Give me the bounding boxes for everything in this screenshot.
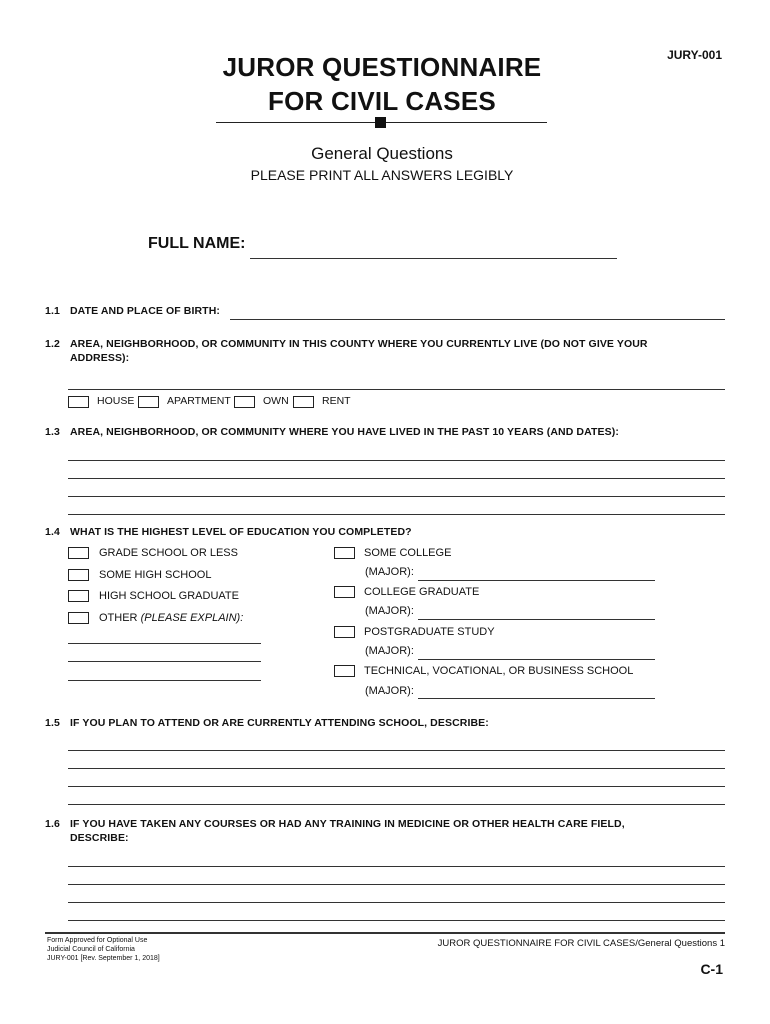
footer-revision: JURY-001 [Rev. September 1, 2018]	[47, 955, 160, 962]
own-label: OWN	[263, 395, 289, 407]
other-answer-line[interactable]	[68, 643, 261, 644]
q1-1-text: DATE AND PLACE OF BIRTH:	[70, 305, 220, 317]
some-college-major-field[interactable]	[418, 580, 655, 581]
footer-page-title: JUROR QUESTIONNAIRE FOR CIVIL CASES/General Questions 1	[437, 938, 725, 949]
footer-approved: Form Approved for Optional Use	[47, 937, 148, 944]
title-line-2: FOR CIVIL CASES	[268, 86, 496, 116]
divider-square-icon	[375, 117, 386, 128]
other-answer-line[interactable]	[68, 680, 261, 681]
q1-3-answer-line[interactable]	[68, 478, 725, 479]
other-checkbox[interactable]	[68, 612, 89, 624]
q1-5-answer-line[interactable]	[68, 786, 725, 787]
area-field[interactable]	[68, 389, 725, 390]
q1-6-text-line1: IF YOU HAVE TAKEN ANY COURSES OR HAD ANY TRAINING IN MEDICINE OR OTHER HEALTH CARE FIELD,	[70, 818, 625, 830]
technical-checkbox[interactable]	[334, 665, 355, 677]
rent-label: RENT	[322, 395, 351, 407]
other-label: OTHER	[99, 612, 138, 624]
other-answer-line[interactable]	[68, 661, 261, 662]
q1-5-number: 1.5	[45, 717, 60, 729]
technical-major-field[interactable]	[418, 698, 655, 699]
apartment-label: APARTMENT	[167, 395, 231, 407]
college-graduate-checkbox[interactable]	[334, 586, 355, 598]
some-college-label: SOME COLLEGE	[364, 547, 452, 559]
instruction: PLEASE PRINT ALL ANSWERS LEGIBLY	[250, 167, 514, 183]
q1-6-number: 1.6	[45, 818, 60, 830]
rent-checkbox[interactable]	[293, 396, 314, 408]
q1-3-number: 1.3	[45, 426, 60, 438]
form-id: JURY-001	[667, 48, 722, 62]
page-code: C-1	[700, 961, 723, 977]
major-label: (MAJOR):	[365, 645, 414, 657]
q1-3-text: AREA, NEIGHBORHOOD, OR COMMUNITY WHERE YOU HAVE LIVED IN THE PAST 10 YEARS (AND DATES):	[70, 426, 619, 438]
q1-5-answer-line[interactable]	[68, 750, 725, 751]
q1-3-answer-line[interactable]	[68, 460, 725, 461]
q1-1-number: 1.1	[45, 305, 60, 317]
footer-council: Judicial Council of California	[47, 946, 135, 953]
subtitle: General Questions	[311, 144, 453, 163]
apartment-checkbox[interactable]	[138, 396, 159, 408]
house-label: HOUSE	[97, 395, 135, 407]
college-graduate-label: COLLEGE GRADUATE	[364, 586, 480, 598]
footer-rule	[45, 932, 725, 934]
q1-3-answer-line[interactable]	[68, 496, 725, 497]
q1-3-answer-line[interactable]	[68, 514, 725, 515]
other-option	[99, 612, 243, 624]
q1-2-number: 1.2	[45, 338, 60, 350]
postgraduate-label: POSTGRADUATE STUDY	[364, 626, 495, 638]
birth-field[interactable]	[230, 319, 725, 320]
grade-school-label: GRADE SCHOOL OR LESS	[99, 547, 238, 559]
q1-5-text: IF YOU PLAN TO ATTEND OR ARE CURRENTLY ATTENDING SCHOOL, DESCRIBE:	[70, 717, 489, 729]
q1-6-answer-line[interactable]	[68, 884, 725, 885]
q1-4-text: WHAT IS THE HIGHEST LEVEL OF EDUCATION YOU COMPLETED?	[70, 526, 412, 538]
q1-6-answer-line[interactable]	[68, 920, 725, 921]
full-name-field[interactable]	[250, 258, 617, 259]
q1-5-answer-line[interactable]	[68, 768, 725, 769]
high-school-graduate-label: HIGH SCHOOL GRADUATE	[99, 590, 239, 602]
major-label: (MAJOR):	[365, 605, 414, 617]
high-school-graduate-checkbox[interactable]	[68, 590, 89, 602]
grade-school-checkbox[interactable]	[68, 547, 89, 559]
q1-2-text-line2: ADDRESS):	[70, 352, 130, 364]
some-high-school-checkbox[interactable]	[68, 569, 89, 581]
q1-6-answer-line[interactable]	[68, 902, 725, 903]
q1-2-text-line1: AREA, NEIGHBORHOOD, OR COMMUNITY IN THIS COUNTY WHERE YOU CURRENTLY LIVE (DO NOT GIVE YOUR	[70, 338, 648, 350]
full-name-label: FULL NAME:	[148, 235, 246, 252]
q1-5-answer-line[interactable]	[68, 804, 725, 805]
some-college-checkbox[interactable]	[334, 547, 355, 559]
own-checkbox[interactable]	[234, 396, 255, 408]
college-graduate-major-field[interactable]	[418, 619, 655, 620]
other-hint: (PLEASE EXPLAIN):	[140, 612, 244, 624]
major-label: (MAJOR):	[365, 685, 414, 697]
technical-label: TECHNICAL, VOCATIONAL, OR BUSINESS SCHOOL	[364, 665, 634, 677]
q1-6-answer-line[interactable]	[68, 866, 725, 867]
postgraduate-checkbox[interactable]	[334, 626, 355, 638]
q1-4-number: 1.4	[45, 526, 60, 538]
house-checkbox[interactable]	[68, 396, 89, 408]
title-line-1: JUROR QUESTIONNAIRE	[222, 52, 542, 82]
some-high-school-label: SOME HIGH SCHOOL	[99, 569, 212, 581]
q1-6-text-line2: DESCRIBE:	[70, 832, 129, 844]
major-label: (MAJOR):	[365, 566, 414, 578]
postgraduate-major-field[interactable]	[418, 659, 655, 660]
